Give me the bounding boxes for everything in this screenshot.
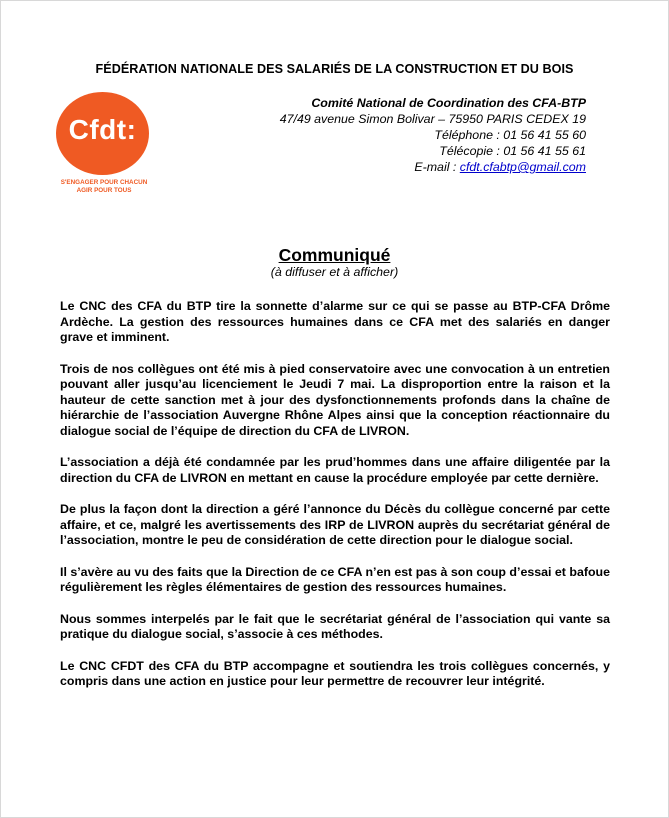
logo-text: Cfdt: bbox=[68, 114, 137, 145]
page-subtitle: (à diffuser et à afficher) bbox=[270, 265, 399, 279]
paragraph: Il s’avère au vu des faits que la Direction de ce CFA n’en est pas à son coup d’essai et bafoue régulièrement les règles élémentaires de gestion des ressources humaines. bbox=[60, 564, 610, 594]
page-title: Communiqué bbox=[278, 245, 391, 265]
email-link[interactable]: cfdt.cfabtp@gmail.com bbox=[459, 160, 586, 174]
logo-tagline-line2: AGIR POUR TOUS bbox=[76, 187, 132, 194]
communique-heading bbox=[0, 245, 669, 280]
email-label: E-mail : bbox=[414, 160, 460, 174]
logo-tagline bbox=[54, 179, 154, 195]
fax: Télécopie : 01 56 41 55 61 bbox=[439, 144, 586, 158]
address: 47/49 avenue Simon Bolivar – 75950 PARIS CEDEX 19 bbox=[279, 112, 586, 126]
committee-name: Comité National de Coordination des CFA-BTP bbox=[311, 96, 586, 110]
paragraph: Trois de nos collègues ont été mis à pied conservatoire avec une convocation à un entretien pouvant aller jusqu’au licenciement le Jeudi 7 mai. La disproportion entre la raison et la hauteur de cette sanction met à jour des dysfonctionnements profonds dans la chaîne de hiérarchie de l’association Auvergne Rhône Alpes ainsi que la conception réactionnaire du dialogue social de l’équipe de direction du CFA de LIVRON. bbox=[60, 361, 610, 438]
paragraph: L’association a déjà été condamnée par les prud’hommes dans une affaire diligentée par la direction du CFA de LIVRON en mettant en cause la procédure employée par cette dernière. bbox=[60, 455, 610, 485]
paragraph: Nous sommes interpelés par le fait que le secrétariat général de l’association qui vante sa pratique du dialogue social, s’associe à ces méthodes. bbox=[60, 611, 610, 641]
paragraph: Le CNC des CFA du BTP tire la sonnette d’alarme sur ce qui se passe au BTP-CFA Drôme Ardèche. La gestion des ressources humaines dans ce CFA met des salariés en danger grave et imminent. bbox=[60, 299, 610, 344]
paragraph: Le CNC CFDT des CFA du BTP accompagne et soutiendra les trois collègues concernés, y compris dans une action en justice pour leur permettre de recouvrer leur intégrité. bbox=[60, 658, 610, 688]
paragraph: De plus la façon dont la direction a géré l’annonce du Décès du collègue concerné par cette affaire, et ce, malgré les avertissements des IRP de LIVRON auprès du secrétariat général de l’association, montre le peu de considération de cette direction pour le dialogue social. bbox=[60, 502, 610, 547]
phone: Téléphone : 01 56 41 55 60 bbox=[434, 128, 586, 142]
logo-tagline-line1: S'ENGAGER POUR CHACUN bbox=[60, 179, 148, 186]
email-line bbox=[280, 159, 586, 175]
logo-circle bbox=[56, 92, 149, 175]
contact-block bbox=[280, 95, 586, 175]
communique-body bbox=[60, 299, 610, 706]
federation-header: FÉDÉRATION NATIONALE DES SALARIÉS DE LA CONSTRUCTION ET DU BOIS bbox=[95, 62, 574, 76]
cfdt-logo bbox=[54, 92, 154, 195]
